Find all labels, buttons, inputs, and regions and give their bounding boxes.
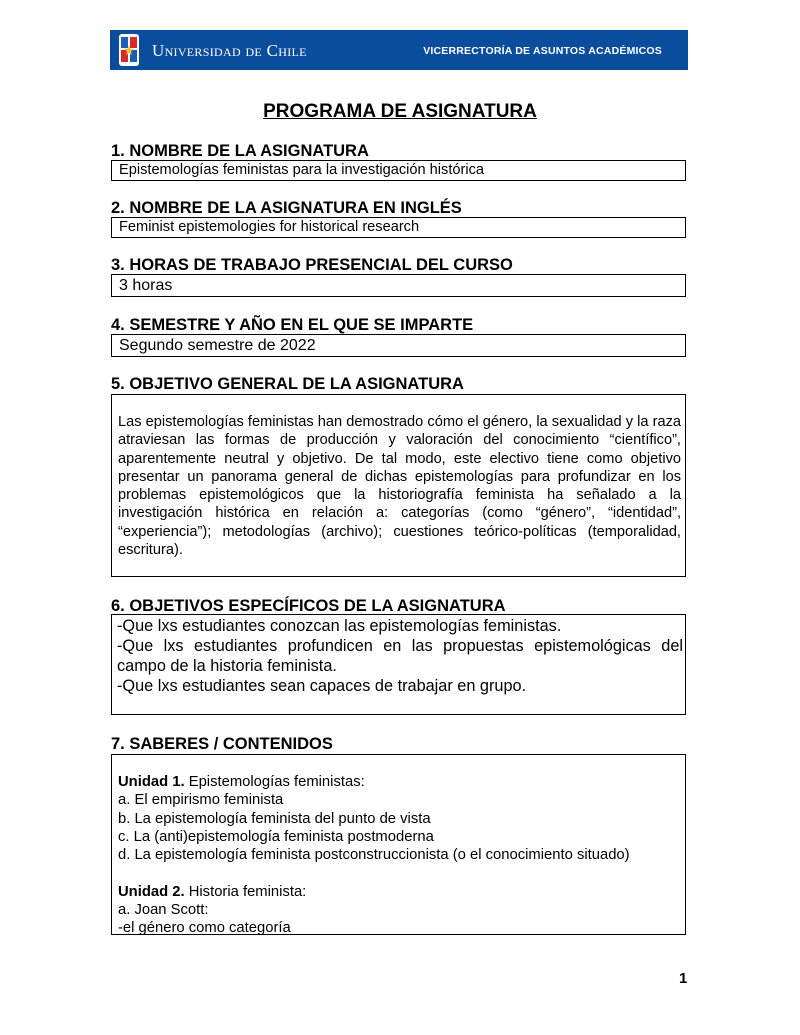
section-7-heading: 7. SABERES / CONTENIDOS (111, 735, 333, 753)
list-item: b. La epistemología feminista del punto de vista (118, 810, 431, 827)
contents-list (118, 773, 678, 938)
list-item: a. El empirismo feminista (118, 792, 284, 809)
specific-objectives-list (117, 616, 683, 696)
list-item: -Que lxs estudiantes conozcan las epistemologías feministas. (117, 617, 562, 635)
section-3-heading: 3. HORAS DE TRABAJO PRESENCIAL DEL CURSO (111, 256, 513, 274)
course-name-english-value: Feminist epistemologies for historical research (119, 219, 420, 235)
office-name: VICERRECTORÍA DE ASUNTOS ACADÉMICOS (423, 45, 662, 57)
unit-1-name: Epistemologías feministas: (184, 774, 365, 790)
section-1-heading: 1. NOMBRE DE LA ASIGNATURA (111, 142, 369, 160)
unit-2-label: Unidad 2. (118, 883, 185, 900)
general-objective-text: Las epistemologías feministas han demostrado cómo el género, la sexualidad y la raza atraviesan las formas de producción y valoración del conocimiento “científico”, aparentemente neutral y objetivo. De tal modo, este electivo tiene como objetivo presentar un panorama general de dichas epistemologías para profundizar en los problemas epistemológicos que la historiografía feminista ha señalado a la investigación histórica en relación a: categorías (como “género”, “identidad”, “experiencia”); metodologías (archivo); cuestiones teórico-políticas (temporalidad, escritura). (118, 414, 681, 559)
section-3-box (111, 274, 686, 297)
section-4-box (111, 334, 686, 357)
unit-2-name: Historia feminista: (184, 883, 307, 900)
header-banner (110, 30, 688, 70)
list-item: -Que lxs estudiantes profundicen en las propuestas epistemológicas del campo de la historia feminista. (117, 637, 683, 675)
semester-value: Segundo semestre de 2022 (119, 337, 316, 354)
hours-value: 3 horas (119, 277, 173, 294)
section-4-heading: 4. SEMESTRE Y AÑO EN EL QUE SE IMPARTE (111, 316, 474, 334)
university-name: Universidad de Chile (152, 41, 307, 60)
university-shield-logo (118, 33, 140, 67)
list-item: -el género como categoría (118, 920, 291, 937)
unit-2-title (118, 883, 678, 901)
section-5-heading: 5. OBJETIVO GENERAL DE LA ASIGNATURA (111, 375, 464, 393)
unit-1-label: Unidad 1. (118, 774, 185, 790)
list-item: a. Joan Scott: (118, 902, 209, 919)
section-2-box (111, 217, 686, 238)
unit-1-title (118, 773, 678, 791)
page-number: 1 (679, 970, 688, 987)
list-item: d. La epistemología feminista postconstruccionista (o el conocimiento situado) (118, 847, 630, 864)
course-name-value: Epistemologías feministas para la investigación histórica (119, 162, 485, 178)
list-item: c. La (anti)epistemología feminista postmoderna (118, 828, 434, 845)
section-2-heading: 2. NOMBRE DE LA ASIGNATURA EN INGLÉS (111, 199, 462, 217)
list-item: -Que lxs estudiantes sean capaces de trabajar en grupo. (117, 677, 527, 695)
section-1-box (111, 160, 686, 181)
spacer (118, 864, 678, 882)
section-6-heading: 6. OBJETIVOS ESPECÍFICOS DE LA ASIGNATURA (111, 597, 506, 615)
document-title: PROGRAMA DE ASIGNATURA (263, 101, 537, 122)
